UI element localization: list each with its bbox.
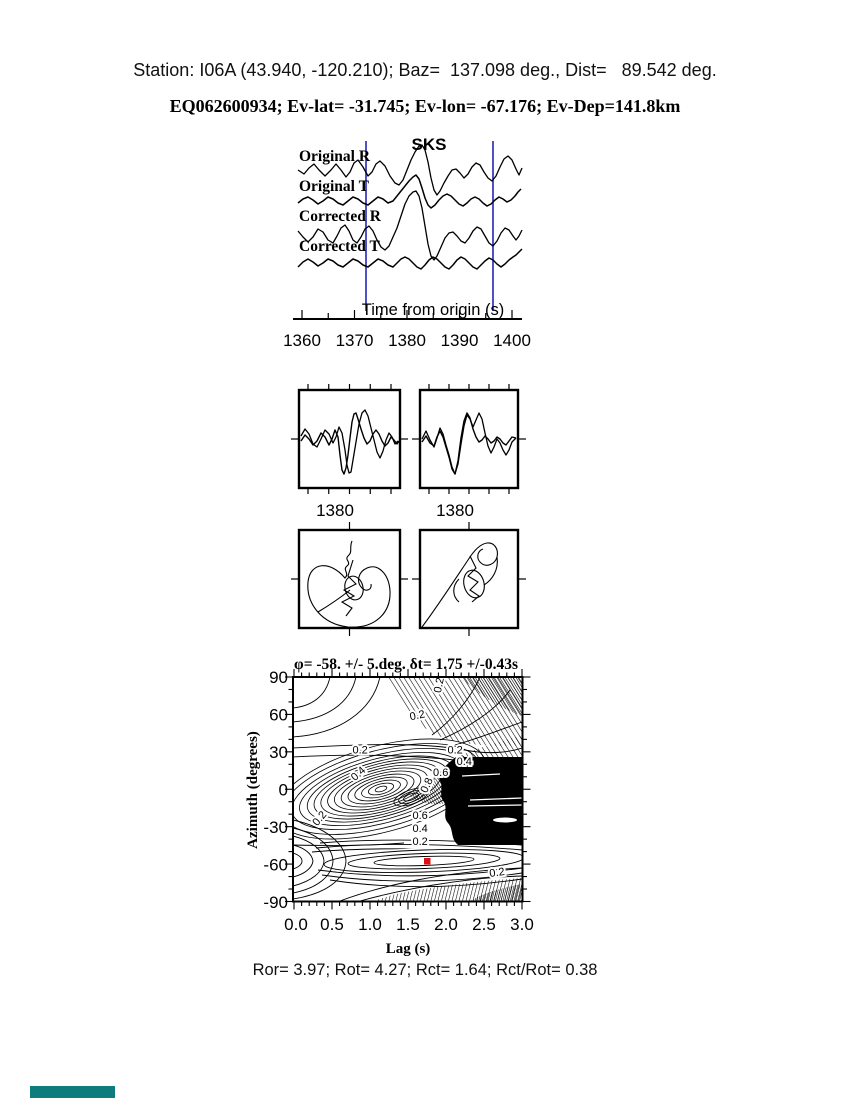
x-tick-label: 0.0: [284, 915, 308, 934]
time-axis-title: Time from origin (s): [361, 301, 505, 319]
time-tick-label: 1390: [440, 331, 479, 350]
trace-label-original-t: Original T: [299, 178, 369, 195]
stats-line: Ror= 3.97; Rot= 4.27; Rct= 1.64; Rct/Rot= 0.38: [252, 961, 598, 979]
x-tick-label: 1.0: [358, 915, 382, 934]
y-tick-label: 90: [269, 668, 288, 687]
particle-motion-right: [422, 543, 497, 627]
time-tick-label: 1360: [283, 331, 321, 350]
splitting-result-title: φ= -58. +/- 5.deg. δt= 1.75 +/-0.43s: [294, 656, 518, 673]
trace-label-corrected-t: Corrected T: [299, 238, 380, 255]
x-tick-label: 1.5: [396, 915, 420, 934]
particle-motion-left: [308, 541, 390, 627]
y-tick-label: 0: [278, 780, 288, 800]
contour-label: 0.4: [412, 823, 428, 836]
trace-label-original-r: Original R: [299, 148, 371, 165]
x-axis-title: Lag (s): [385, 941, 431, 957]
particle-panel-left-frame: [299, 530, 400, 628]
contour-label: 0.6: [412, 810, 428, 823]
compare-right-tick-label: 1380: [436, 501, 474, 520]
y-tick-label: 60: [269, 705, 288, 725]
contour-label: 0.2: [408, 708, 427, 724]
x-tick-label: 2.5: [472, 915, 496, 934]
corner-color-bar: [30, 1086, 115, 1098]
contour-label: 0.2: [412, 836, 428, 849]
phase-label: SKS: [411, 135, 447, 154]
time-tick-label: 1380: [388, 331, 426, 350]
compare-panel-right-frame: [420, 390, 518, 488]
y-tick-label: -60: [263, 855, 288, 875]
contour-label: 0.4: [348, 764, 369, 784]
y-tick-label: 30: [269, 743, 288, 762]
time-tick-label: 1400: [493, 331, 531, 350]
particle-panel-right-frame: [420, 530, 518, 628]
compare-left-slow-trace: [301, 413, 399, 474]
trace-label-corrected-r: Corrected R: [299, 208, 381, 225]
contour-label: 0.4: [456, 755, 472, 768]
compare-right-fast-trace: [422, 413, 516, 474]
time-tick-label: 1370: [335, 331, 374, 350]
waveform-plot: [280, 128, 545, 363]
x-tick-label: 3.0: [510, 915, 534, 934]
contour-label: 0.6: [433, 767, 449, 780]
compare-right-slow-trace: [422, 413, 516, 474]
contour-label: 0.2: [310, 809, 330, 829]
contour-label: 0.2: [431, 676, 447, 694]
contour-label: 0.2: [447, 744, 463, 757]
event-title: EQ062600934; Ev-lat= -31.745; Ev-lon= -67.176; Ev-Dep=141.8km: [169, 96, 681, 116]
x-tick-label: 2.0: [434, 915, 458, 934]
x-tick-label: 0.5: [320, 915, 344, 934]
station-title: Station: I06A (43.940, -120.210); Baz= 137.098 deg., Dist= 89.542 deg.: [133, 60, 717, 80]
compare-left-tick-label: 1380: [316, 501, 354, 520]
comparison-panels: [280, 373, 545, 648]
contour-label: 0.2: [352, 744, 368, 757]
contour-label: 0.8: [418, 775, 436, 795]
y-axis-title: Azimuth (degrees): [245, 731, 261, 849]
contour-label: 0.2: [488, 865, 506, 880]
best-solution-marker: [424, 858, 431, 865]
splitting-contour-chart: [240, 650, 545, 960]
y-tick-label: -30: [263, 818, 288, 837]
y-tick-label: -90: [263, 893, 288, 912]
